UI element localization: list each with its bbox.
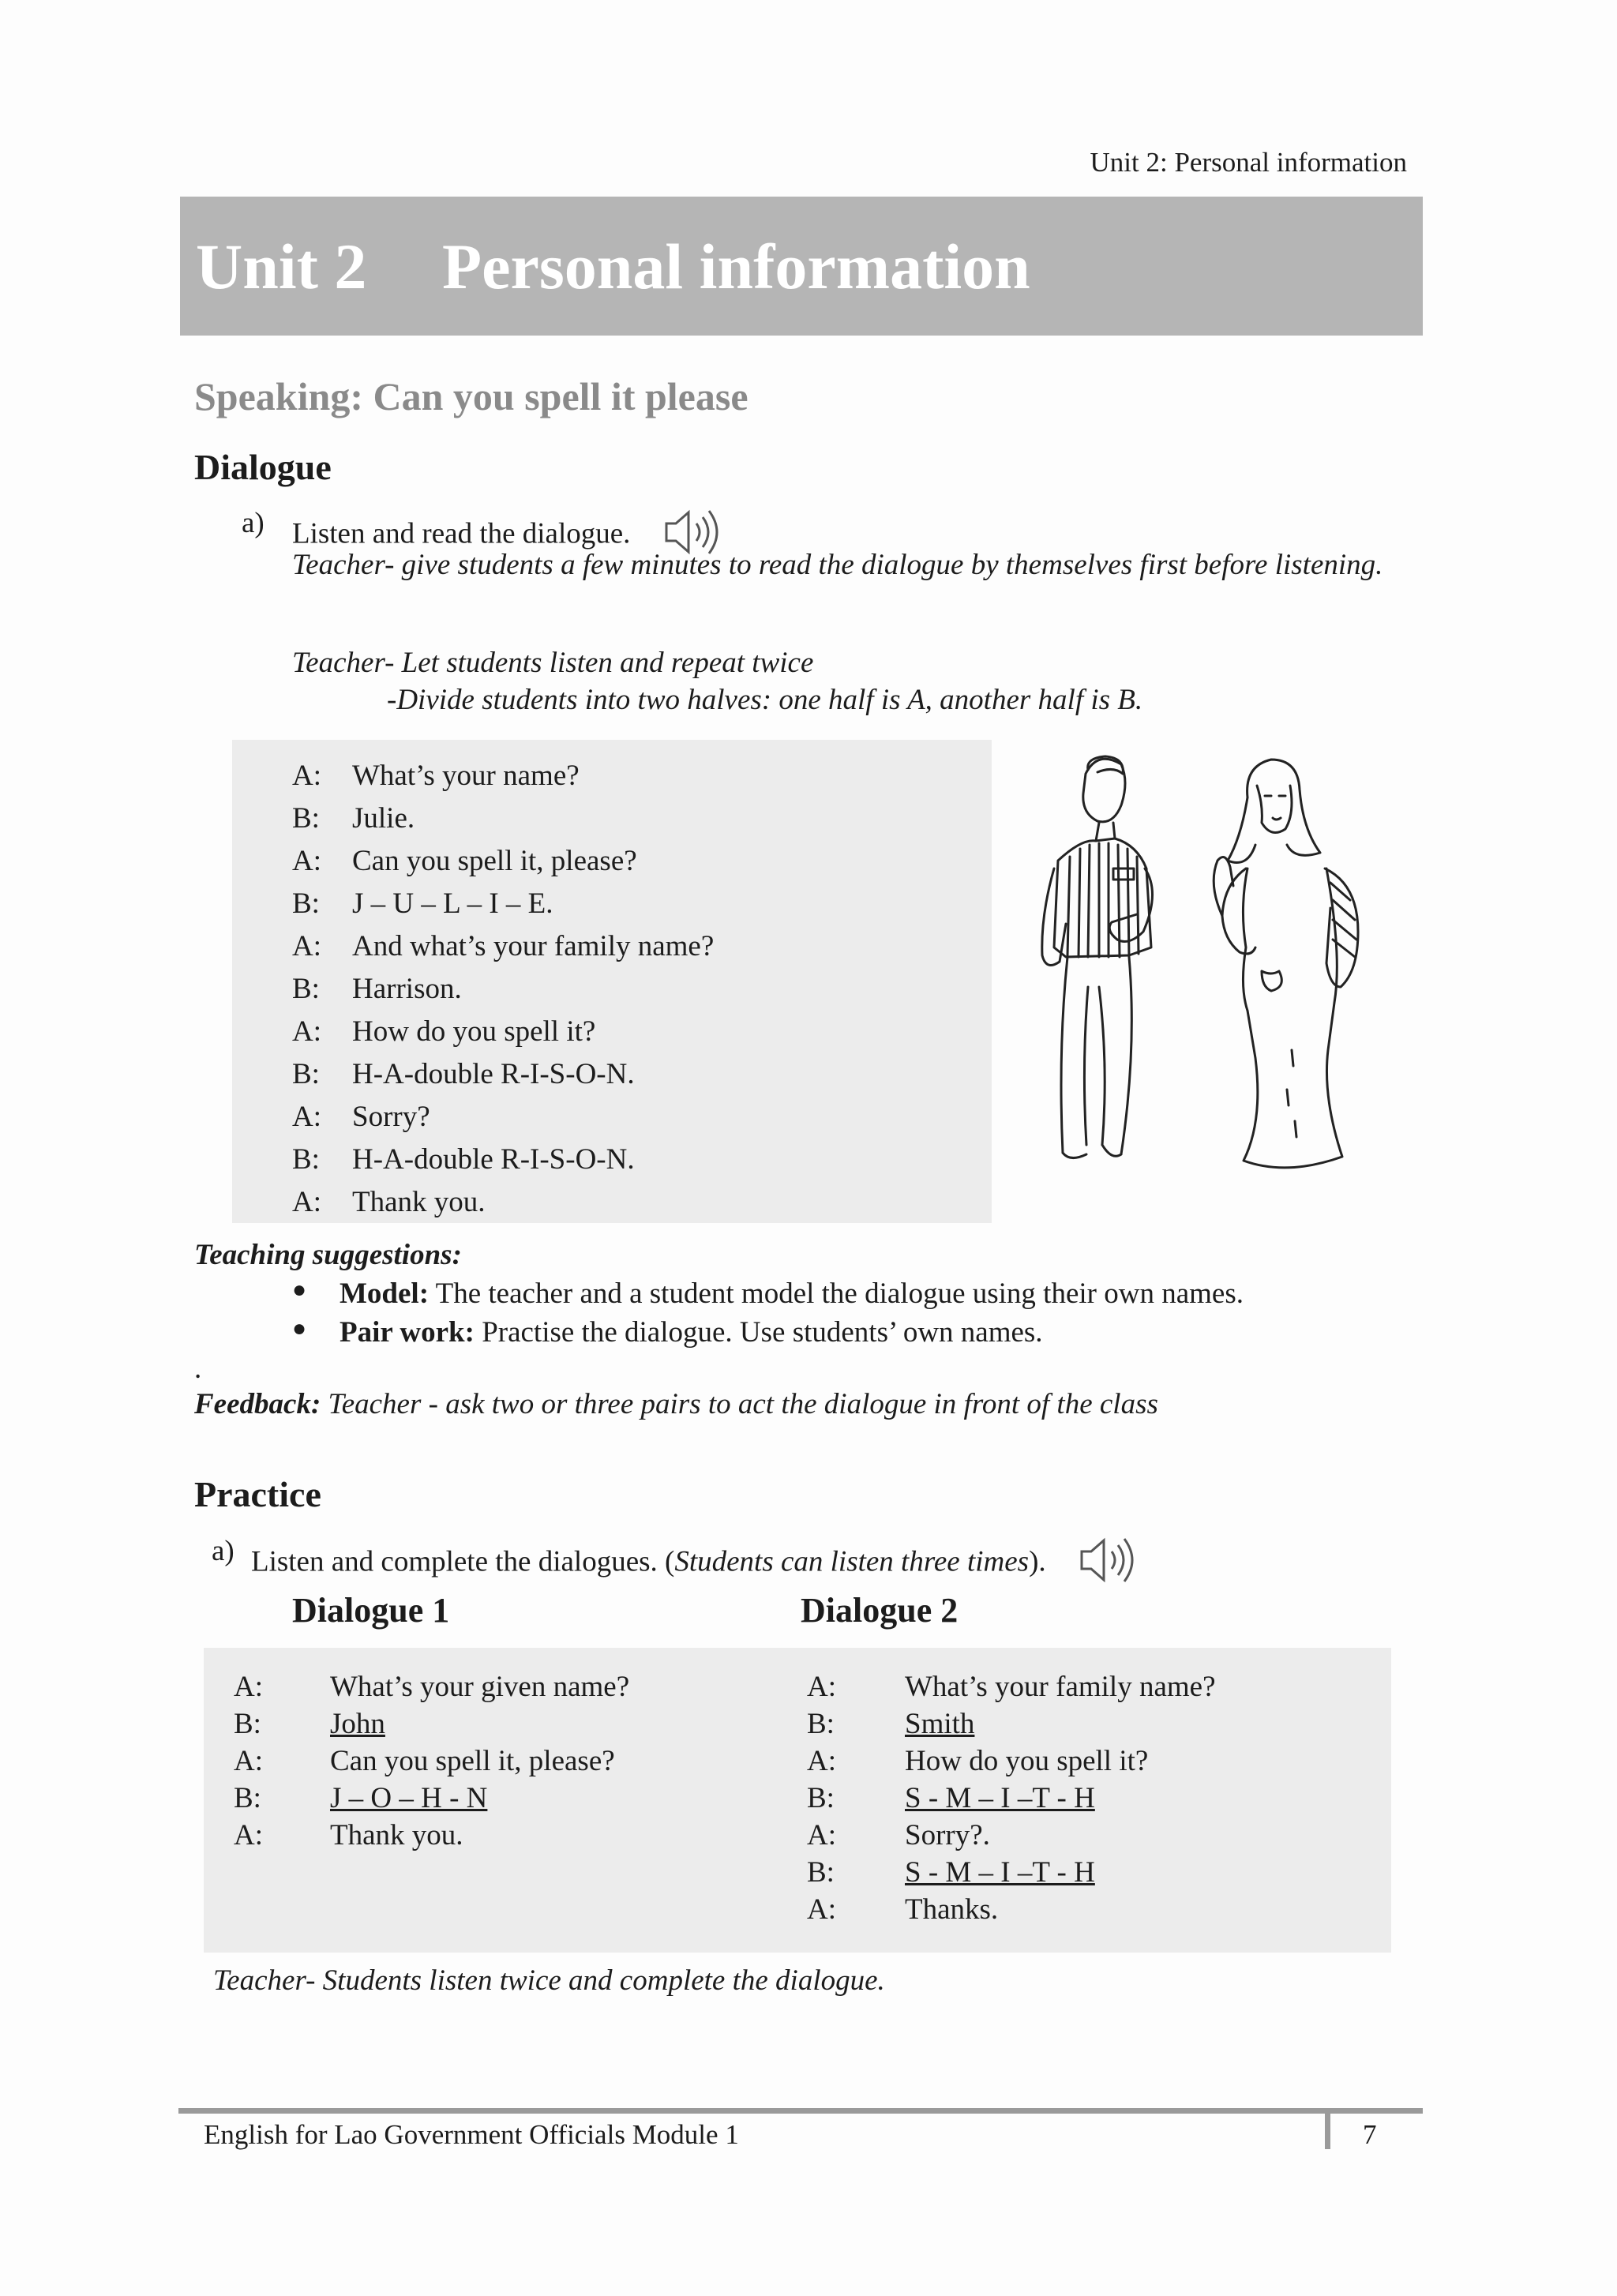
- bullet-dot-icon: ●: [292, 1277, 307, 1303]
- dialogue-1-line: B:: [234, 1782, 261, 1814]
- dialogue-2-line: A:: [807, 1893, 836, 1926]
- dialogue-2-text: Thanks.: [905, 1893, 999, 1926]
- dialogue-1-line: A:: [234, 1819, 263, 1851]
- bullet-model: ● Model: The teacher and a student model the dialogue using their own names.: [292, 1277, 1244, 1310]
- dialogue-heading: Dialogue: [194, 447, 332, 487]
- running-head: Unit 2: Personal information: [1090, 147, 1407, 178]
- stray-period: .: [194, 1352, 202, 1385]
- banner-unit-number: Unit 2: [196, 231, 367, 302]
- section-title: Speaking: Can you spell it please: [194, 374, 748, 418]
- dialogue-2-answer: S - M – I –T - H: [905, 1856, 1095, 1889]
- dialogue-2-answer: S - M – I –T - H: [905, 1782, 1095, 1814]
- practice-box: [204, 1648, 1391, 1953]
- bullet-pair-work: ● Pair work: Practise the dialogue. Use students’ own names.: [292, 1315, 1043, 1349]
- dialogue-line: A: And what’s your family name?: [292, 930, 715, 962]
- teacher-note-repeat: Teacher- Let students listen and repeat twice: [292, 647, 814, 679]
- dialogue-2-title: Dialogue 2: [801, 1591, 959, 1630]
- dialogue-item-marker: a): [242, 507, 264, 539]
- speaker-audio-icon[interactable]: [1077, 1534, 1142, 1594]
- man-figure: [1042, 756, 1153, 1158]
- dialogue-box: [232, 740, 992, 1223]
- dialogue-line: B: H-A-double R-I-S-O-N.: [292, 1058, 635, 1090]
- dialogue-2-line: A:: [807, 1671, 836, 1703]
- dialogue-2-text: Sorry?.: [905, 1819, 990, 1851]
- unit-banner: [180, 197, 1423, 336]
- dialogue-line: B: Julie.: [292, 802, 415, 835]
- dialogue-line: A: What’s your name?: [292, 760, 580, 792]
- dialogue-2-line: A:: [807, 1745, 836, 1777]
- dialogue-2-line: B:: [807, 1856, 835, 1889]
- practice-teacher-note: Teacher- Students listen twice and complete the dialogue.: [213, 1964, 885, 1997]
- dialogue-line: A: Thank you.: [292, 1186, 486, 1218]
- dialogue-1-title: Dialogue 1: [292, 1591, 450, 1630]
- practice-item-a: Listen and complete the dialogues. (Students can listen three times).: [251, 1534, 1142, 1594]
- dialogue-1-answer: John: [330, 1708, 385, 1740]
- dialogue-1-text: Can you spell it, please?: [330, 1745, 615, 1777]
- dialogue-2-line: B:: [807, 1708, 835, 1740]
- banner-unit-title: Personal information: [442, 231, 1030, 302]
- footer-rule: [178, 2108, 1423, 2114]
- practice-heading: Practice: [194, 1474, 321, 1514]
- people-illustration: [1011, 750, 1390, 1176]
- page-number: 7: [1363, 2119, 1377, 2150]
- dialogue-1-line: A:: [234, 1671, 263, 1703]
- dialogue-line: A: Sorry?: [292, 1101, 430, 1133]
- dialogue-1-answer: J – O – H - N: [330, 1782, 488, 1814]
- dialogue-line: B: H-A-double R-I-S-O-N.: [292, 1143, 635, 1176]
- bullet-dot-icon: ●: [292, 1315, 307, 1341]
- dialogue-item-text: Listen and read the dialogue.: [292, 517, 631, 550]
- dialogue-2-text: What’s your family name?: [905, 1671, 1216, 1703]
- footer-title: English for Lao Government Officials Module 1: [204, 2119, 739, 2150]
- teacher-note-reading: Teacher- give students a few minutes to read the dialogue by themselves first before listening.: [292, 549, 1383, 581]
- footer-divider: [1325, 2113, 1330, 2149]
- dialogue-line: A: How do you spell it?: [292, 1015, 596, 1048]
- dialogue-1-line: A:: [234, 1745, 263, 1777]
- practice-item-marker: a): [212, 1535, 234, 1567]
- dialogue-line: B: J – U – L – I – E.: [292, 887, 553, 920]
- dialogue-2-line: B:: [807, 1782, 835, 1814]
- dialogue-1-line: B:: [234, 1708, 261, 1740]
- dialogue-1-text: Thank you.: [330, 1819, 463, 1851]
- dialogue-2-answer: Smith: [905, 1708, 975, 1740]
- dialogue-2-text: How do you spell it?: [905, 1745, 1149, 1777]
- feedback-line: Feedback: Teacher - ask two or three pairs to act the dialogue in front of the class: [194, 1388, 1158, 1420]
- dialogue-2-line: A:: [807, 1819, 836, 1851]
- dialogue-line: B: Harrison.: [292, 973, 462, 1005]
- teaching-suggestions-heading: Teaching suggestions:: [194, 1239, 462, 1271]
- dialogue-1-text: What’s your given name?: [330, 1671, 630, 1703]
- dialogue-line: A: Can you spell it, please?: [292, 845, 637, 877]
- woman-figure: [1214, 760, 1358, 1168]
- teacher-note-divide: -Divide students into two halves: one half is A, another half is B.: [387, 684, 1143, 716]
